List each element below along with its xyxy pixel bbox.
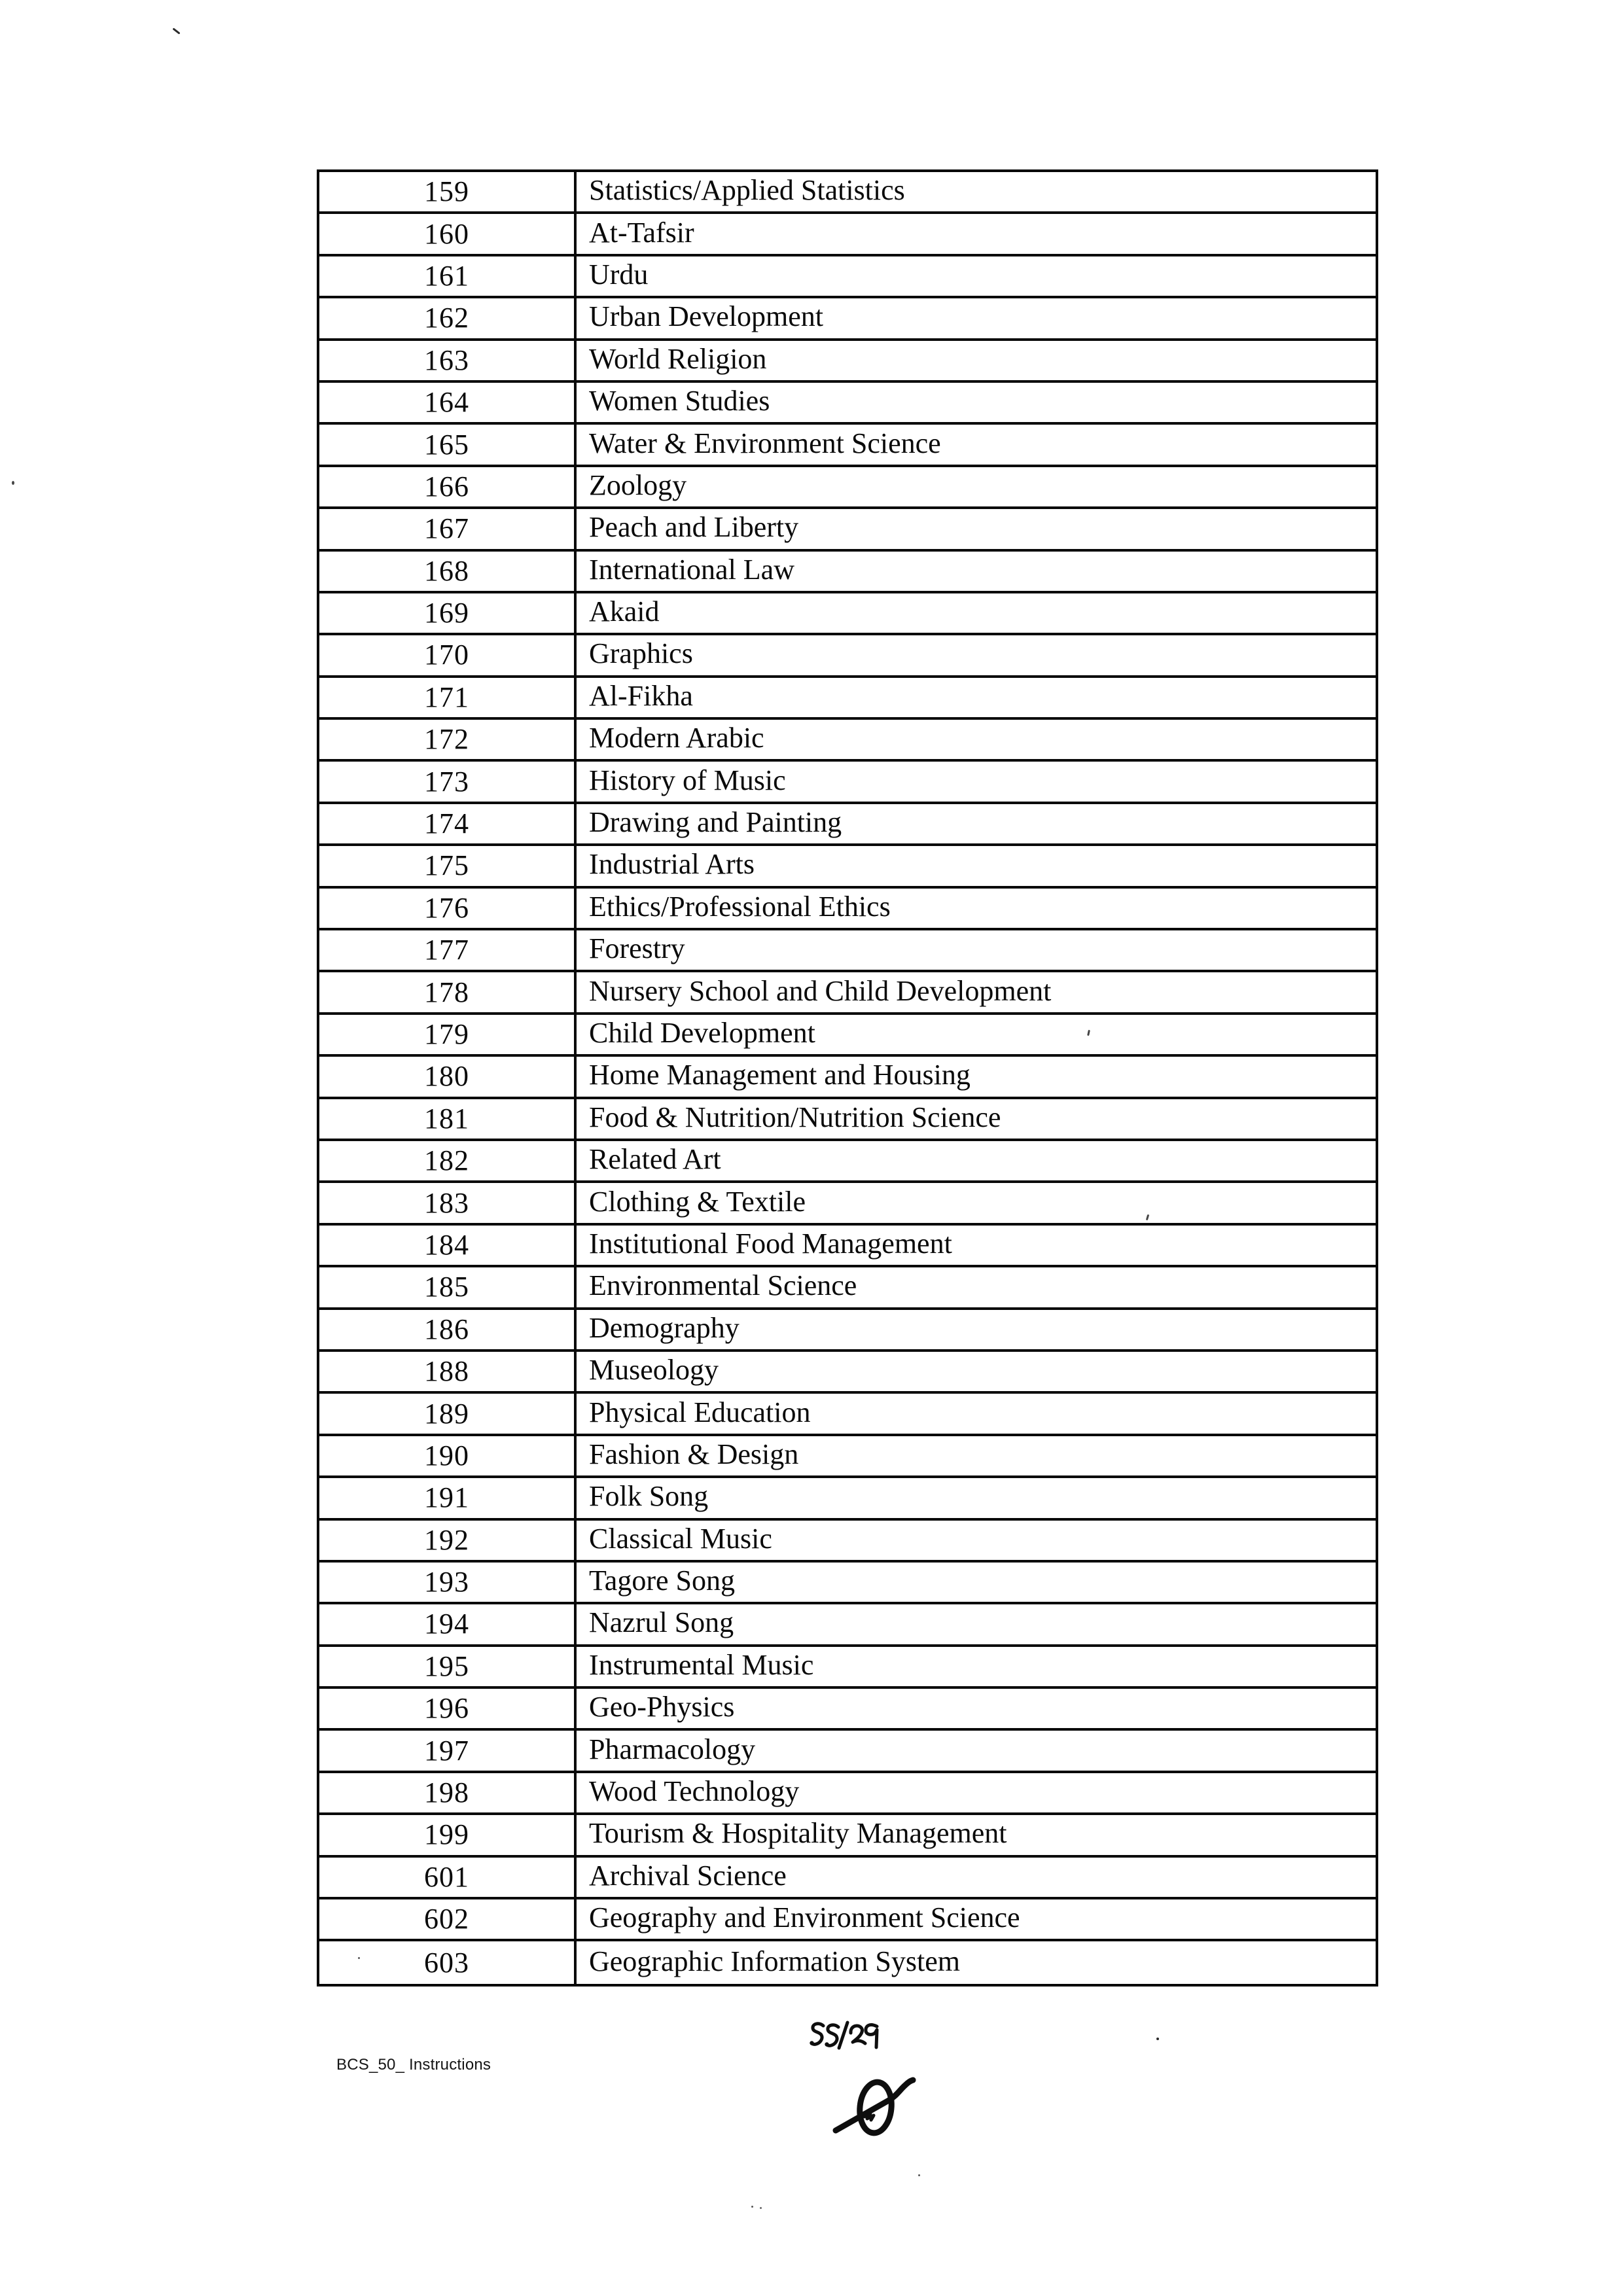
subject-name: Industrial Arts: [589, 848, 755, 881]
subject-name: Classical Music: [589, 1522, 772, 1555]
table-row: [319, 1563, 1376, 1604]
subject-code: 183: [319, 1183, 577, 1222]
subject-name: Urdu: [589, 258, 649, 291]
subject-name: Clothing & Textile: [589, 1185, 806, 1218]
table-row: [319, 930, 1376, 972]
table-row: [319, 1689, 1376, 1731]
table-row: [319, 1604, 1376, 1646]
subject-name: Geo-Physics: [589, 1691, 735, 1723]
table-row: [319, 1899, 1376, 1941]
subject-name: Institutional Food Management: [589, 1227, 952, 1260]
table-row: [319, 425, 1376, 467]
table-row: [319, 1099, 1376, 1141]
footer-filename-label: BCS_50_ Instructions: [336, 2056, 491, 2074]
subject-code: 176: [319, 889, 577, 928]
table-row: [319, 804, 1376, 846]
table-row: [319, 972, 1376, 1014]
subject-name: Ethics/Professional Ethics: [589, 890, 891, 923]
table-row: [319, 1267, 1376, 1309]
subject-code: 171: [319, 678, 577, 717]
subject-name: International Law: [589, 553, 794, 586]
subject-code: 186: [319, 1310, 577, 1349]
subject-code: 167: [319, 509, 577, 548]
subject-code: 174: [319, 804, 577, 843]
subject-code: 162: [319, 298, 577, 338]
subject-code: 164: [319, 383, 577, 422]
subject-name: Related Art: [589, 1143, 721, 1176]
subject-code: 169: [319, 593, 577, 633]
subject-name: Archival Science: [589, 1859, 787, 1892]
subject-code: 180: [319, 1057, 577, 1096]
subject-code: 188: [319, 1352, 577, 1391]
subject-code: 192: [319, 1521, 577, 1560]
scan-speck: [918, 2174, 920, 2176]
table-row: [319, 298, 1376, 340]
subject-code: 197: [319, 1731, 577, 1770]
subject-code: 601: [319, 1858, 577, 1897]
subject-name: Physical Education: [589, 1396, 811, 1428]
subject-code: 194: [319, 1604, 577, 1644]
subject-name: World Religion: [589, 342, 767, 375]
table-row: [319, 1226, 1376, 1267]
table-row: [319, 1521, 1376, 1563]
table-row: [319, 1773, 1376, 1815]
subject-code: 184: [319, 1226, 577, 1265]
subject-name: Drawing and Painting: [589, 806, 842, 839]
subject-code: 196: [319, 1689, 577, 1728]
table-row: [319, 1647, 1376, 1689]
table-row: [319, 1183, 1376, 1225]
subject-name: Tourism & Hospitality Management: [589, 1817, 1007, 1850]
subject-code: 182: [319, 1141, 577, 1180]
table-row: [319, 593, 1376, 635]
subject-name: Al-Fikha: [589, 679, 693, 712]
table-row: [319, 341, 1376, 383]
table-row: [319, 214, 1376, 256]
handwritten-page-number-and-signature: [802, 2017, 933, 2143]
subject-name: Graphics: [589, 637, 693, 670]
subject-name: Instrumental Music: [589, 1648, 814, 1681]
table-row: [319, 1478, 1376, 1520]
subject-code: 175: [319, 846, 577, 885]
table-row: [319, 1352, 1376, 1394]
table-row: [319, 720, 1376, 762]
subject-code: 177: [319, 930, 577, 970]
subject-name: Urban Development: [589, 300, 823, 333]
table-row: [319, 635, 1376, 677]
table-row: [319, 1731, 1376, 1773]
subject-code: 189: [319, 1394, 577, 1433]
scan-speck: [1156, 2038, 1159, 2040]
scan-speck: [751, 2206, 753, 2208]
scan-speck: [358, 1957, 360, 1959]
table-row: [319, 1858, 1376, 1899]
table-row: [319, 172, 1376, 214]
table-row: [319, 1057, 1376, 1099]
subject-name: Folk Song: [589, 1480, 709, 1513]
subject-code: 172: [319, 720, 577, 759]
subject-code: 160: [319, 214, 577, 253]
subject-name: Museology: [589, 1354, 719, 1386]
subject-code: 191: [319, 1478, 577, 1517]
subject-code: 193: [319, 1563, 577, 1602]
subject-name: Geographic Information System: [589, 1945, 960, 1977]
subject-code: 166: [319, 467, 577, 506]
table-row: [319, 383, 1376, 425]
scan-speck: [12, 481, 14, 485]
table-row: [319, 1815, 1376, 1857]
subject-name: Child Development: [589, 1017, 815, 1049]
table-row: [319, 1941, 1376, 1983]
table-row: [319, 256, 1376, 298]
subject-name: Statistics/Applied Statistics: [589, 174, 905, 207]
subject-code: 195: [319, 1647, 577, 1686]
subject-code: 168: [319, 552, 577, 591]
table-row: [319, 762, 1376, 804]
subject-code: 198: [319, 1773, 577, 1812]
subject-code: 185: [319, 1267, 577, 1307]
table-row: [319, 1141, 1376, 1183]
subject-name: Water & Environment Science: [589, 427, 941, 459]
subject-name: Geography and Environment Science: [589, 1901, 1020, 1934]
scan-speck: [760, 2207, 762, 2209]
table-row: [319, 889, 1376, 930]
subject-code: 178: [319, 972, 577, 1012]
subject-code: 173: [319, 762, 577, 801]
subject-name: Forestry: [589, 932, 685, 965]
subject-code-table: [317, 169, 1378, 1987]
table-row: [319, 552, 1376, 593]
subject-name: Women Studies: [589, 385, 770, 417]
subject-code: 170: [319, 635, 577, 675]
subject-code: 603: [319, 1941, 577, 1983]
subject-name: History of Music: [589, 764, 786, 796]
table-row: [319, 1436, 1376, 1478]
subject-code: 165: [319, 425, 577, 464]
subject-code: 190: [319, 1436, 577, 1475]
subject-name: Environmental Science: [589, 1269, 857, 1302]
subject-name: Wood Technology: [589, 1775, 800, 1808]
subject-name: Tagore Song: [589, 1564, 735, 1597]
subject-code: 181: [319, 1099, 577, 1139]
subject-code: 199: [319, 1815, 577, 1854]
subject-name: Nursery School and Child Development: [589, 974, 1052, 1007]
subject-code: 161: [319, 256, 577, 296]
subject-name: Zoology: [589, 468, 687, 501]
table-row: [319, 1394, 1376, 1436]
subject-code: 159: [319, 172, 577, 211]
subject-code: 163: [319, 341, 577, 380]
subject-name: Peach and Liberty: [589, 511, 799, 544]
signature-scribble: [836, 2080, 913, 2134]
subject-name: At-Tafsir: [589, 216, 694, 249]
table-row: [319, 467, 1376, 509]
table-row: [319, 1015, 1376, 1057]
subject-name: Pharmacology: [589, 1733, 756, 1765]
subject-name: Food & Nutrition/Nutrition Science: [589, 1101, 1001, 1133]
table-row: [319, 509, 1376, 551]
subject-name: Demography: [589, 1311, 740, 1344]
subject-name: Fashion & Design: [589, 1438, 799, 1470]
subject-name: Akaid: [589, 595, 660, 628]
subject-code: 602: [319, 1899, 577, 1939]
subject-name: Nazrul Song: [589, 1606, 734, 1639]
subject-code: 179: [319, 1015, 577, 1054]
handwritten-page-number: [810, 2022, 877, 2048]
table-row: [319, 846, 1376, 888]
scan-speck: [172, 27, 180, 34]
table-row: [319, 678, 1376, 720]
subject-name: Modern Arabic: [589, 722, 764, 754]
table-row: [319, 1310, 1376, 1352]
subject-name: Home Management and Housing: [589, 1059, 971, 1091]
